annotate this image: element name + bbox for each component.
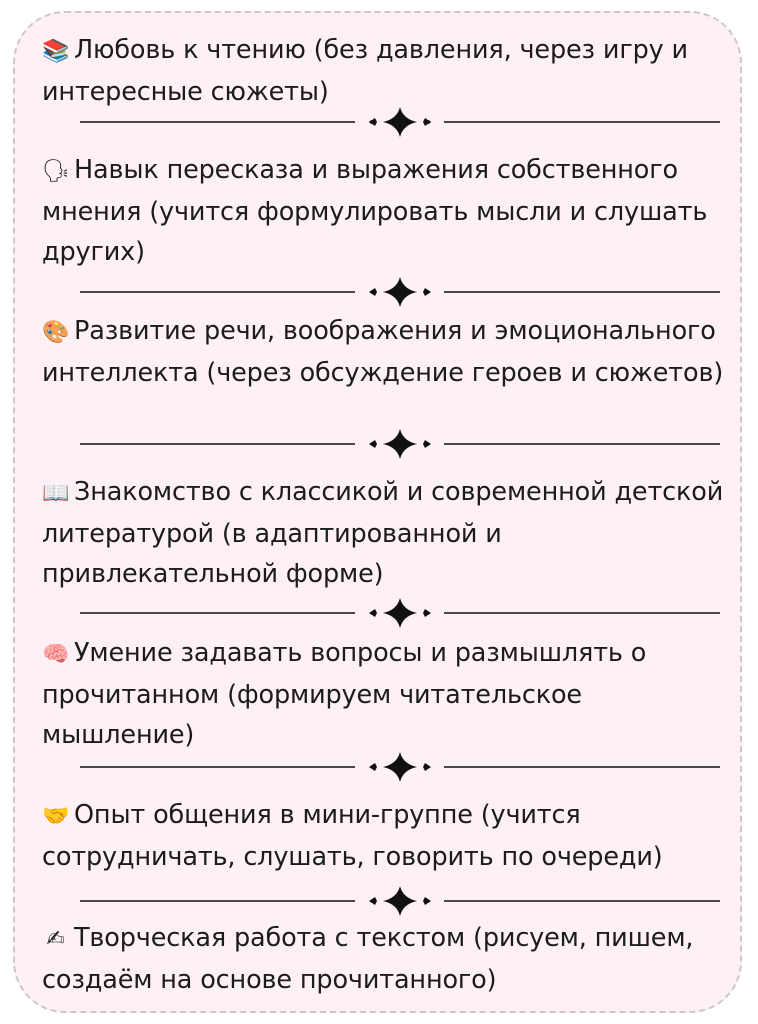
artist-palette-icon: 🎨 xyxy=(42,320,70,345)
benefit-item-speech-development xyxy=(42,311,732,393)
benefit-text: Любовь к чтению (без давления, через игру и интересные сюжеты) xyxy=(42,35,688,107)
books-icon: 📚 xyxy=(42,39,70,64)
ornament-divider xyxy=(66,752,720,782)
benefit-text: Умение задавать вопросы и размышлять о прочитанном (формируем читательское мышление) xyxy=(42,638,647,750)
benefit-text: Развитие речи, воображения и эмоционального интеллекта (через обсуждение героев и сюжетов) xyxy=(42,316,724,388)
benefit-item-retelling xyxy=(42,150,732,272)
benefit-item-reading-love xyxy=(42,30,732,112)
ornament-divider xyxy=(66,429,720,459)
ornament-divider xyxy=(66,107,720,137)
benefit-item-questions xyxy=(42,633,732,755)
handshake-icon: 🤝 xyxy=(42,804,70,829)
benefit-item-group-communication xyxy=(42,795,732,877)
benefit-item-literature xyxy=(42,472,732,594)
benefit-item-creative-work xyxy=(42,918,732,1000)
benefit-text: Навык пересказа и выражения собственного мнения (учится формулировать мысли и слушать других) xyxy=(42,155,708,267)
open-book-icon: 📖 xyxy=(42,481,70,506)
benefit-text: Творческая работа с текстом (рисуем, пишем, создаём на основе прочитанного) xyxy=(42,923,694,995)
benefit-text: Опыт общения в мини-группе (учится сотрудничать, слушать, говорить по очереди) xyxy=(42,800,663,872)
ornament-divider xyxy=(66,886,720,916)
speaking-head-icon: 🗣 xyxy=(42,159,70,184)
ornament-divider xyxy=(66,598,720,628)
benefit-text: Знакомство с классикой и современной детской литературой (в адаптированной и привлекательной форме) xyxy=(42,477,724,589)
ornament-divider xyxy=(66,277,720,307)
writing-hand-icon: ✍ xyxy=(46,927,65,952)
brain-icon: 🧠 xyxy=(42,642,70,667)
